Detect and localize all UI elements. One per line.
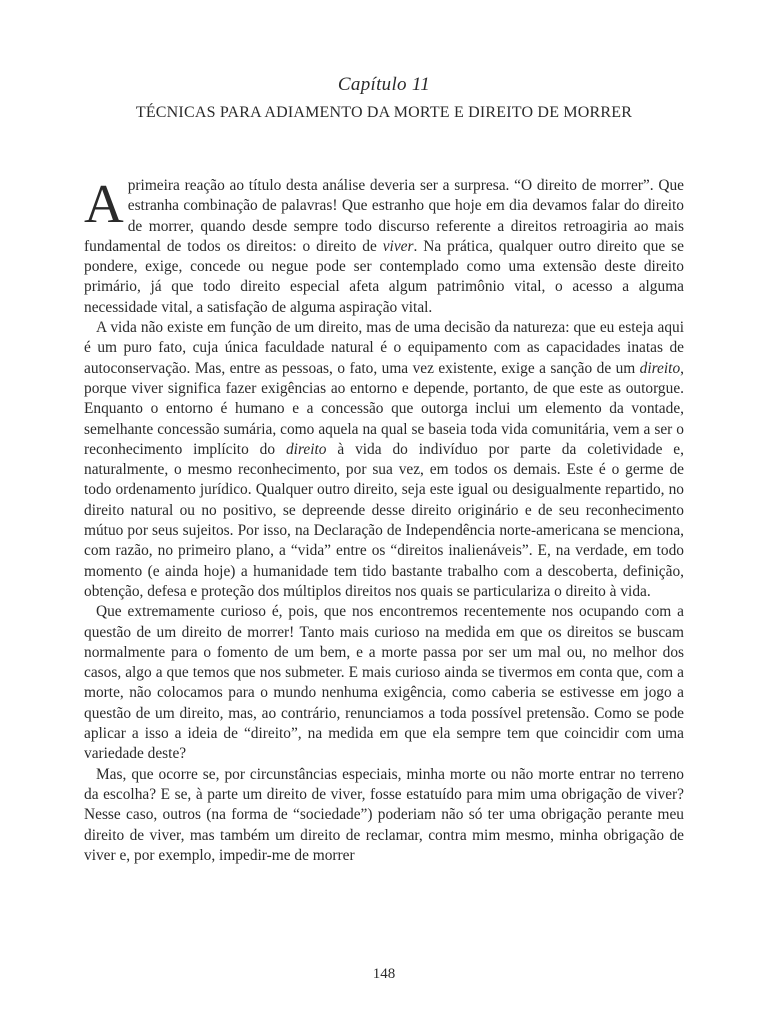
page-number: 148: [372, 966, 396, 982]
paragraph: [84, 318, 684, 602]
chapter-title: TÉCNICAS PARA ADIAMENTO DA MORTE E DIREITO DE MORRER: [135, 104, 633, 121]
text-run: . Na prática, qualquer outro direito que se pondere, exige, concede ou negue pode ser contemplado como uma extensão deste direito primário, já que todo direito especial afeta algum patrimônio vital, o acesso a alguma necessidade vital, a satisfação de alguma aspiração vital.: [84, 237, 684, 316]
text-run: à vida do indivíduo por parte da coletividade e, naturalmente, o mesmo reconhecimento, por sua vez, em todos os demais. Este é o germe de todo ordenamento jurídico. Qualquer outro direito, seja este igual ou desigualmente repartido, no direito natural ou no positivo, se depreende desse direito originário e de seu reconhecimento mútuo por seus sujeitos. Por isso, na Declaração de Independência norte-americana se menciona, com razão, no primeiro plano, a “vida” entre os “direitos inalienáveis”. E, na verdade, em todo momento (e ainda hoje) a humanidade tem tido bastante trabalho com a descoberta, definição, obtenção, defesa e proteção dos múltiplos direitos nos quais se particulariza o direito à vida.: [84, 440, 684, 600]
text-run: , porque viver significa fazer exigências ao entorno e depende, portanto, de que este as outorgue. Enquanto o entorno é humano e a concessão que outorga inclui um elemento da vontade, semelhante concessão sumária, como aquela na qual se baseia toda vida comunitária, vem a ser o reconhecimento implícito do: [84, 359, 684, 458]
text-run: Mas, que ocorre se, por circunstâncias especiais, minha morte ou não morte entrar no terreno da escolha? E se, à parte um direito de viver, fosse estatuído para mim uma obrigação de viver? Nesse caso, outros (na forma de “sociedade”) poderiam não só ter uma obrigação perante meu direito de viver, mas também um direito de reclamar, contra mim mesmo, minha obrigação de viver e, por exemplo, impedir-me de morrer: [84, 765, 684, 864]
text-run: primeira reação ao título desta análise deveria ser a surpresa. “O direito de morrer”. Que estranha combinação de palavras! Que estranho que hoje em dia devamos falar do direito de morrer, quando desde sempre todo discurso referente a direitos retroagiria ao mais fundamental de todos os direitos: o direito de: [84, 177, 684, 255]
paragraph: [84, 173, 684, 318]
paragraph: [84, 602, 684, 764]
body-text: [84, 173, 684, 866]
paragraph: [84, 765, 684, 866]
emphasis-text: direito: [285, 440, 327, 458]
text-run: A vida não existe em função de um direito, mas de uma decisão da natureza: que eu esteja aqui é um puro fato, cuja única faculdade natural é o equipamento com as capacidades inatas de autoconservação. Mas, entre as pessoas, o fato, uma vez existente, exige a sanção de um: [84, 319, 684, 377]
text-run: Que extremamente curioso é, pois, que nos encontremos recentemente nos ocupando com a questão de um direito de morrer! Tanto mais curioso na medida em que os direitos se buscam normalmente para o fomento de um bem, e a morte passa por ser um mal ou, no melhor dos casos, algo a que temos que nos submeter. E mais curioso ainda se tivermos em conta que, com a morte, não colocamos para o mundo nenhuma exigência, como caberia se estivesse em jogo a questão de um direito, mas, ao contrário, renunciamos a toda possível pretensão. Como se pode aplicar a isso a ideia de “direito”, na medida em que ela sempre tem que coincidir com uma variedade deste?: [84, 603, 684, 763]
drop-cap: A: [84, 173, 124, 234]
emphasis-text: direito: [639, 359, 681, 377]
chapter-label: Capítulo 11: [337, 74, 431, 95]
emphasis-text: viver: [382, 237, 414, 255]
